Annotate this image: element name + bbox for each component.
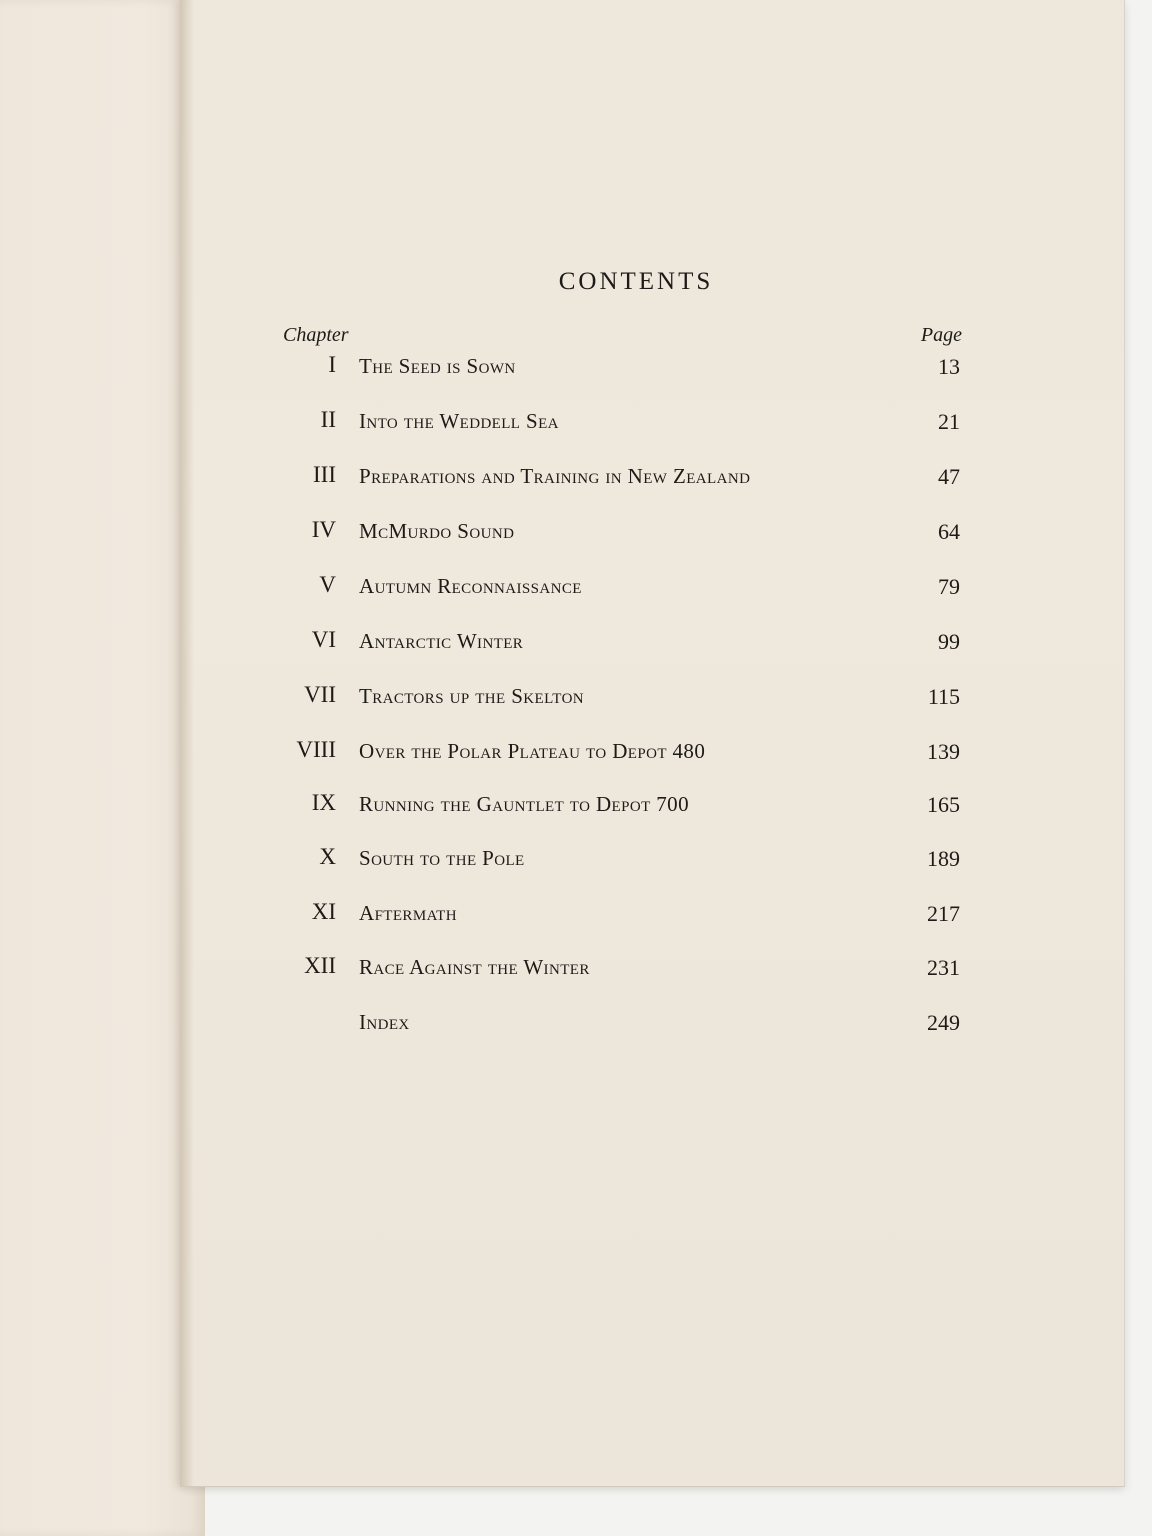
- toc-entry: [280, 682, 965, 712]
- chapter-title: Autumn Reconnaissance: [359, 574, 582, 598]
- chapter-numeral: V: [319, 572, 336, 597]
- chapter-numeral: XI: [311, 899, 336, 924]
- toc-entry: [280, 462, 965, 492]
- chapter-title: Into the Weddell Sea: [359, 409, 559, 433]
- chapter-numeral: X: [319, 844, 336, 869]
- chapter-title: South to the Pole: [359, 846, 525, 870]
- chapter-column-header: Chapter: [283, 324, 349, 346]
- toc-entry: [280, 1008, 965, 1038]
- page-number: 189: [927, 846, 960, 871]
- toc-entry: [280, 844, 965, 874]
- contents-heading: CONTENTS: [558, 268, 714, 295]
- toc-entry: [280, 899, 965, 929]
- page-number: 21: [938, 409, 960, 434]
- toc-entry: [280, 953, 965, 983]
- page-number: 115: [927, 684, 960, 709]
- page-number: 13: [938, 354, 960, 379]
- page-number: 217: [927, 901, 960, 926]
- toc-entry: [280, 790, 965, 820]
- page-number: 79: [938, 574, 960, 599]
- toc-entry: [280, 407, 965, 437]
- chapter-title: Antarctic Winter: [359, 629, 524, 653]
- chapter-title: Index: [359, 1010, 410, 1034]
- page-number: 64: [938, 519, 960, 544]
- facing-page: [0, 0, 205, 1536]
- chapter-numeral: VII: [304, 682, 336, 707]
- chapter-title: Over the Polar Plateau to Depot 480: [359, 739, 706, 763]
- page-number: 249: [927, 1010, 960, 1035]
- chapter-title: Preparations and Training in New Zealand: [359, 464, 751, 488]
- chapter-numeral: VIII: [296, 737, 336, 762]
- toc-entry: [280, 517, 965, 547]
- chapter-title: The Seed is Sown: [359, 354, 516, 378]
- toc-entry: [280, 627, 965, 657]
- page-number: 47: [938, 464, 960, 489]
- page-gutter-shadow: [180, 0, 194, 1486]
- chapter-numeral: I: [328, 352, 336, 377]
- chapter-title: Race Against the Winter: [359, 955, 590, 979]
- chapter-numeral: XII: [304, 953, 336, 978]
- page-number: 165: [927, 792, 960, 817]
- toc-entry: [280, 572, 965, 602]
- page-number: 139: [927, 739, 960, 764]
- page-column-header: Page: [920, 324, 962, 346]
- chapter-title: McMurdo Sound: [359, 519, 515, 543]
- chapter-numeral: II: [320, 407, 336, 432]
- chapter-title: Running the Gauntlet to Depot 700: [359, 792, 689, 816]
- chapter-numeral: IX: [311, 790, 336, 815]
- chapter-numeral: IV: [311, 517, 336, 542]
- chapter-numeral: VI: [311, 627, 336, 652]
- chapter-title: Tractors up the Skelton: [359, 684, 585, 708]
- chapter-numeral: III: [313, 462, 336, 487]
- toc-entry: [280, 352, 965, 382]
- chapter-title: Aftermath: [359, 901, 457, 925]
- toc-entry: [280, 737, 965, 767]
- page-number: 231: [927, 955, 960, 980]
- page-number: 99: [938, 629, 960, 654]
